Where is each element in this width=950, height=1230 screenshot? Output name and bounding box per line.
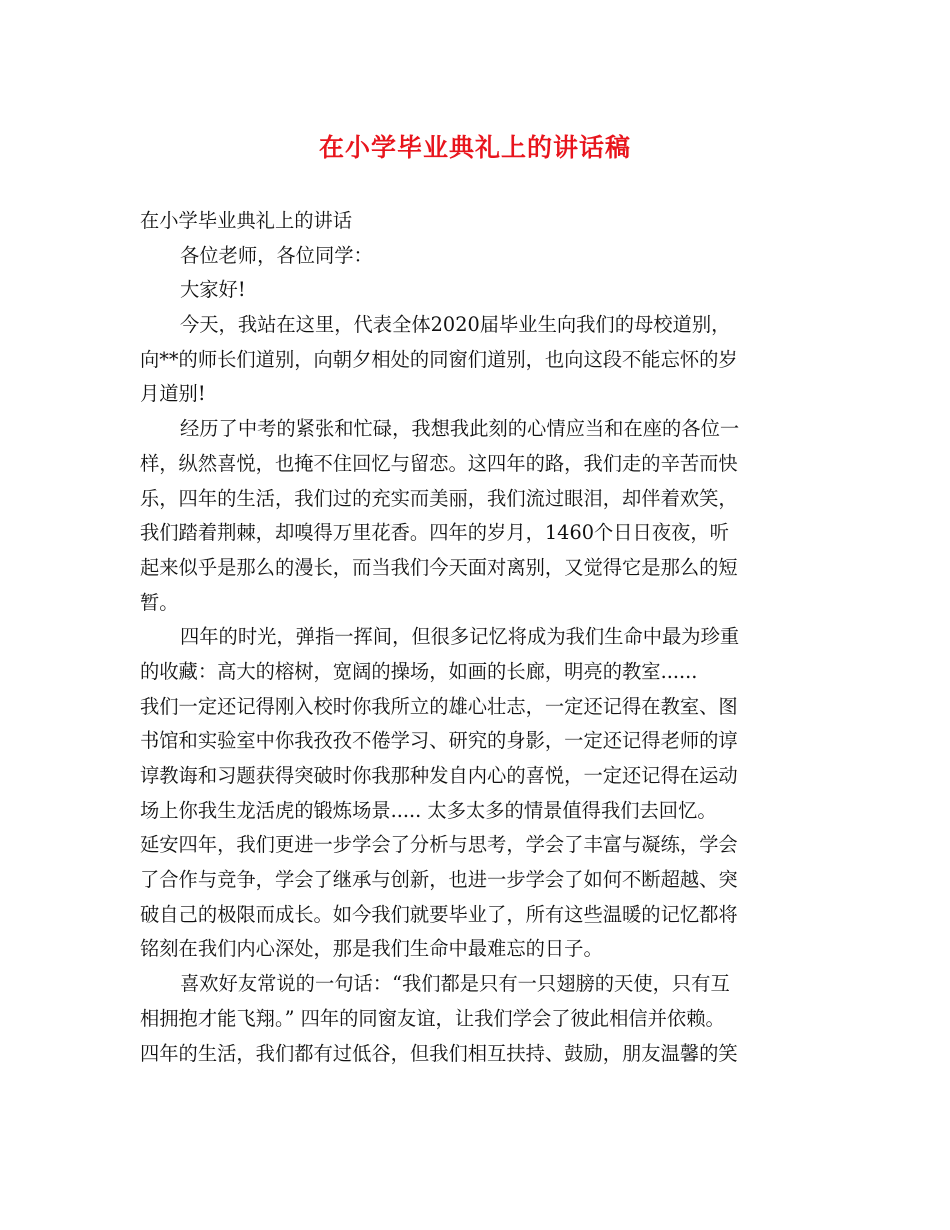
text-line: 四年的生活，我们都有过低谷，但我们相互扶持、鼓励，朋友温馨的笑: [140, 1041, 738, 1065]
document-title: 在小学毕业典礼上的讲话稿: [318, 133, 631, 162]
text-line: 今天，我站在这里，代表全体2020届毕业生向我们的母校道别，: [180, 313, 731, 337]
text-line: 书馆和实验室中你我孜孜不倦学习、研究的身影，一定还记得老师的谆: [140, 729, 738, 753]
text-line: 谆教诲和习题获得突破时你我那种发自内心的喜悦，一定还记得在运动: [140, 764, 738, 787]
text-line: 月道别!: [140, 382, 206, 406]
text-line: 乐，四年的生活，我们过的充实而美丽，我们流过眼泪，却伴着欢笑，: [140, 486, 738, 510]
text-line: 场上你我生龙活虎的锻炼场景..... 太多太多的情景值得我们去回忆。: [140, 798, 717, 822]
text-line: 我们踏着荆棘，却嗅得万里花香。四年的岁月，1460个日日夜夜，听: [140, 521, 729, 545]
text-line: 相拥抱才能飞翔。” 四年的同窗友谊，让我们学会了彼此相信并依赖。: [140, 1006, 725, 1030]
text-line: 样，纵然喜悦，也掩不住回忆与留恋。这四年的路，我们走的辛苦而快: [140, 451, 738, 475]
text-line: 大家好!: [180, 278, 246, 302]
document-body: [140, 204, 828, 1071]
text-line: 铭刻在我们内心深处，那是我们生命中最难忘的日子。: [140, 937, 603, 961]
text-line: 的收藏：高大的榕树，宽阔的操场，如画的长廊，明亮的教室......: [140, 659, 698, 683]
text-line: 了合作与竞争，学会了继承与创新，也进一步学会了如何不断超越、突: [140, 868, 738, 892]
text-line: 我们一定还记得刚入校时你我所立的雄心壮志，一定还记得在教室、图: [140, 694, 738, 718]
text-line: 经历了中考的紧张和忙碌，我想我此刻的心情应当和在座的各位一: [180, 417, 740, 441]
text-line: 起来似乎是那么的漫长，而当我们今天面对离别，又觉得它是那么的短: [140, 555, 738, 579]
text-line: 喜欢好友常说的一句话：“我们都是只有一只翅膀的天使，只有互: [180, 972, 730, 996]
text-line: 在小学毕业典礼上的讲话: [140, 209, 353, 232]
text-line: 破自己的极限而成长。如今我们就要毕业了，所有这些温暖的记忆都将: [140, 902, 738, 926]
text-line: 延安四年，我们更进一步学会了分析与思考，学会了丰富与凝练，学会: [140, 833, 738, 857]
text-line: 各位老师，各位同学：: [180, 243, 373, 267]
text-line: 向**的师长们道别，向朝夕相处的同窗们道别，也向这段不能忘怀的岁: [140, 347, 738, 371]
text-line: 暂。: [140, 590, 179, 614]
text-line: 四年的时光，弹指一挥间，但很多记忆将成为我们生命中最为珍重: [180, 625, 740, 649]
